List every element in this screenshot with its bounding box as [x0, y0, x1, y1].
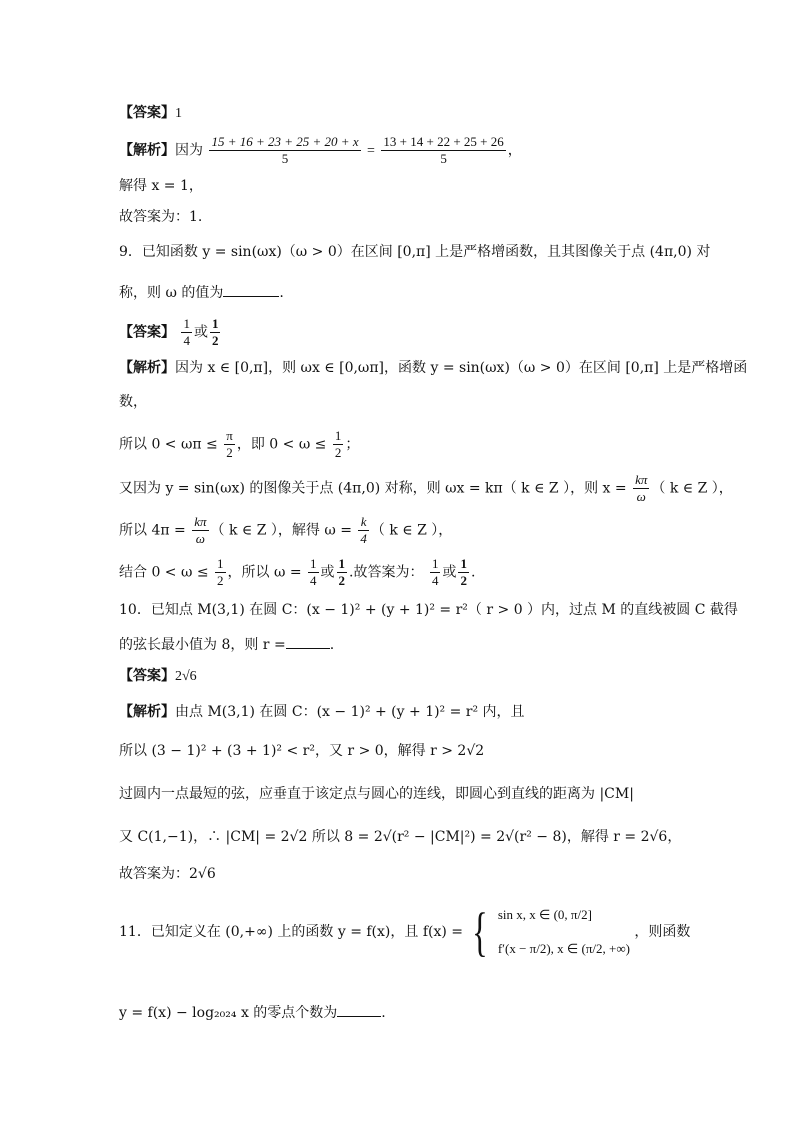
fraction-k-over-4: $\frac{k}{4}$	[360, 514, 367, 546]
q10-analysis-line4: 又 C(1,−1)，∴ |CM| = 2√2 所以 8 = 2√(r² − |CM|²) = 2√(r² − 8)，解得 r = 2√6，	[119, 829, 682, 845]
q8-answer	[119, 103, 694, 124]
comma: ，	[507, 142, 522, 159]
q10-answer	[119, 666, 694, 687]
answer-label: 【答案】	[119, 324, 175, 341]
answer-value: 2√6	[175, 669, 197, 684]
q10-final: 故答案为：2√6	[119, 866, 216, 882]
q10-analysis-line2: 所以 (3 − 1)² + (3 + 1)² < r²，又 r > 0，解得 r > 2√2	[119, 743, 485, 759]
fraction-pi-over-2: $\frac{\pi}{2}$	[226, 428, 233, 460]
fraction-one-half: $\frac{1}{2}$	[217, 556, 224, 588]
fraction-right: $\frac{13 + 14 + 22 + 25 + 26}{5}$	[383, 134, 504, 166]
fraction-one-half: $\frac{1}{2}$	[460, 556, 467, 588]
case-2: f′(x − π/2), x ∈ (π/2, +∞)	[497, 941, 630, 956]
answer-blank[interactable]	[223, 282, 279, 297]
q9-analysis-line6: 结合 0 < ω ≤ $\frac{1}{2}$ ，所以 ω = $\frac{1}{4}$ 或 $\frac{1}{2}$ .故答案为： $\frac{1}{4}$ 或 $\frac{1}{2}$ .	[119, 556, 476, 588]
analysis-label: 【解析】	[119, 360, 175, 376]
q9-stem-line1: 9．已知函数 y = sin(ωx)（ω > 0）在区间 [0,π] 上是严格增函数，且其图像关于点 (4π,0) 对	[119, 244, 711, 260]
q9-analysis-line1: 【解析】因为 x ∈ [0,π]，则 ωx ∈ [0,ωπ]，函数 y = sin(ωx)（ω > 0）在区间 [0,π] 上是严格增函	[119, 360, 748, 376]
q9-stem-line2: 称，则 ω 的值为 .	[119, 282, 694, 303]
q10-stem-line2: 的弦长最小值为 8，则 r = .	[119, 634, 694, 655]
q9-answer: 【答案】 $\frac{1}{4}$ 或 $\frac{1}{2}$	[119, 316, 219, 348]
q10-stem-line1: 10．已知点 M(3,1) 在圆 C：(x − 1)² + (y + 1)² = r²（ r > 0 ）内，过点 M 的直线被圆 C 截得	[119, 602, 738, 618]
fraction-one-quarter: $\frac{1}{4}$	[431, 556, 439, 588]
fraction-one-half: $\frac{1}{2}$	[211, 316, 219, 348]
answer-value: 1	[175, 106, 182, 121]
answer-blank[interactable]	[337, 1002, 381, 1017]
equals-sign: =	[367, 143, 375, 159]
case-1: sin x, x ∈ (0, π/2]	[497, 907, 592, 922]
answer-label: 【答案】	[119, 105, 175, 121]
q8-final: 故答案为：1.	[119, 209, 203, 225]
fraction-one-quarter: $\frac{1}{4}$	[310, 556, 317, 588]
fraction-one-quarter: $\frac{1}{4}$	[183, 316, 190, 348]
fraction-one-half: $\frac{1}{2}$	[334, 428, 342, 460]
q9-analysis-line2: 数，	[119, 394, 147, 410]
q9-analysis-line3: 所以 0 < ωπ ≤ $\frac{\pi}{2}$ ，即 0 < ω ≤ $\frac{1}{2}$ ；	[119, 428, 360, 460]
fraction-one-half: $\frac{1}{2}$	[338, 556, 346, 588]
analysis-label: 【解析】	[119, 142, 175, 159]
q11-line2: y = f(x) − log₂₀₂₄ x 的零点个数为 .	[119, 1002, 694, 1023]
q8-solve: 解得 x = 1，	[119, 178, 203, 194]
left-brace: {	[472, 902, 489, 962]
analysis-intro: 因为	[175, 142, 203, 159]
answer-label: 【答案】	[119, 668, 175, 684]
piecewise-definition	[467, 898, 629, 966]
fraction-left: $\frac{15 + 16 + 23 + 25 + 20 + x}{5}$	[211, 134, 359, 166]
q9-analysis-line5: 所以 4π = $\frac{k\pi}{\omega}$ （ k ∈ Z ），解得 ω = $\frac{k}{4}$ （ k ∈ Z ），	[119, 514, 453, 546]
fraction-kpi-over-omega: $\frac{k\pi}{\omega}$	[635, 472, 648, 504]
answer-blank[interactable]	[286, 634, 330, 649]
q9-analysis-line4: 又因为 y = sin(ωx) 的图像关于点 (4π,0) 对称，则 ωx = kπ（ k ∈ Z ），则 x = $\frac{k\pi}{\omega}$ （ k ∈ Z ），	[119, 472, 733, 504]
q10-analysis-line1: 【解析】由点 M(3,1) 在圆 C：(x − 1)² + (y + 1)² = r² 内，且	[119, 704, 525, 720]
q8-analysis	[119, 134, 694, 167]
q10-analysis-line3: 过圆内一点最短的弦，应垂直于该定点与圆心的连线，即圆心到直线的距离为 |CM|	[119, 786, 634, 802]
q11-stem: 11．已知定义在 (0,+∞) 上的函数 y = f(x)，且 f(x) = { sin x, x ∈ (0, π/2] f′(x − π/2), x ∈ (π/2, +∞) ，则函数	[119, 898, 694, 980]
fraction-kpi-over-omega: $\frac{k\pi}{\omega}$	[194, 514, 207, 546]
analysis-label: 【解析】	[119, 704, 175, 720]
